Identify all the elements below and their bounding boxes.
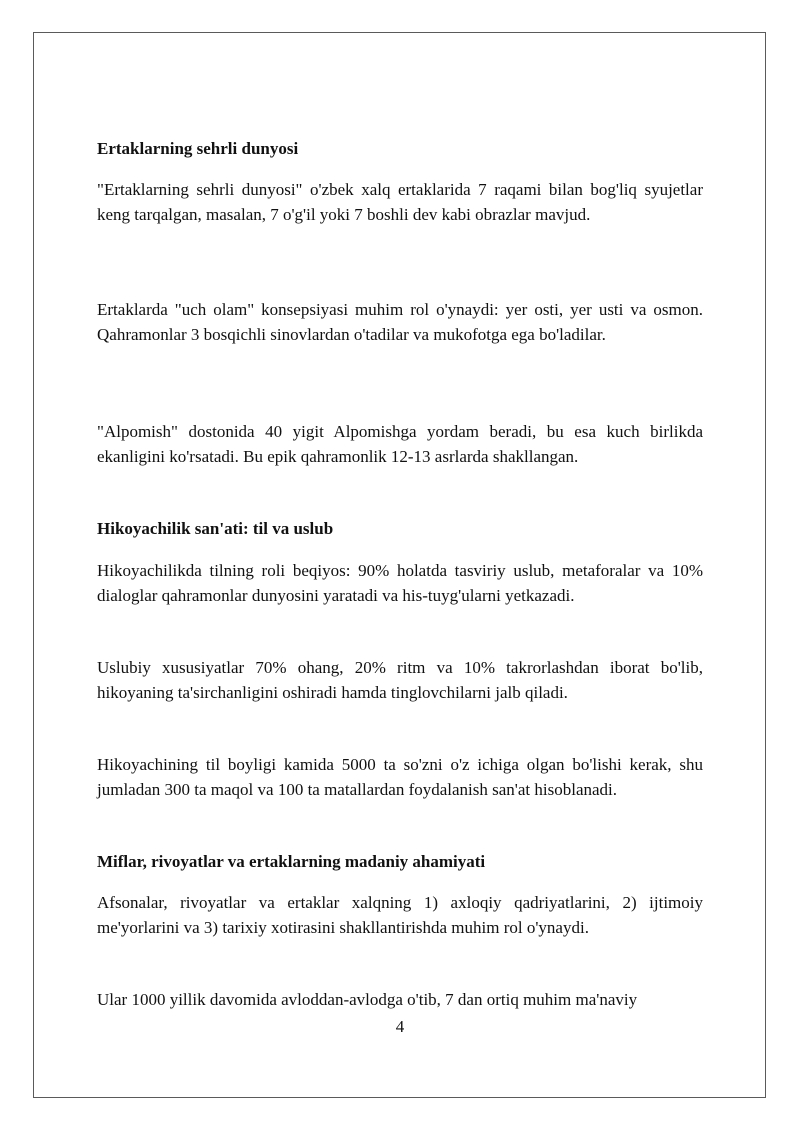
paragraph: "Ertaklarning sehrli dunyosi" o'zbek xalq ertaklarida 7 raqami bilan bog'liq syujetlar keng tarqalgan, masalan, 7 o'g'il yoki 7 boshli dev kabi obrazlar mavjud.	[97, 180, 703, 224]
paragraph: Hikoyachilikda tilning roli beqiyos: 90% holatda tasviriy uslub, metaforalar va 10% dialoglar qahramonlar dunyosini yaratadi va his-tuyg'ularni yetkazadi.	[97, 561, 703, 605]
paragraph: Uslubiy xususiyatlar 70% ohang, 20% ritm va 10% takrorlashdan iborat bo'lib, hikoyaning ta'sirchanligini oshiradi hamda tinglovchilarni jalb qiladi.	[97, 658, 703, 702]
section-heading: Ertaklarning sehrli dunyosi	[97, 139, 299, 158]
paragraph: "Alpomish" dostonida 40 yigit Alpomishga yordam beradi, bu esa kuch birlikda ekanligini ko'rsatadi. Bu epik qahramonlik 12-13 asrlarda shakllangan.	[97, 422, 703, 466]
paragraph: Ertaklarda "uch olam" konsepsiyasi muhim rol o'ynaydi: yer osti, yer usti va osmon. Qahramonlar 3 bosqichli sinovlardan o'tadilar va mukofotga ega bo'ladilar.	[97, 300, 703, 344]
paragraph: Ular 1000 yillik davomida avloddan-avlodga o'tib, 7 dan ortiq muhim ma'naviy	[97, 990, 638, 1009]
paragraph: Afsonalar, rivoyatlar va ertaklar xalqning 1) axloqiy qadriyatlarini, 2) ijtimoiy me'yorlarini va 3) tarixiy xotirasini shakllantirishda muhim rol o'ynaydi.	[97, 893, 703, 937]
section-heading: Miflar, rivoyatlar va ertaklarning madaniy ahamiyati	[97, 852, 486, 871]
page-number: 4	[395, 1017, 405, 1036]
section-heading: Hikoyachilik san'ati: til va uslub	[97, 519, 334, 538]
paragraph: Hikoyachining til boyligi kamida 5000 ta so'zni o'z ichiga olgan bo'lishi kerak, shu jumladan 300 ta maqol va 100 ta matallardan foydalanish san'at hisoblanadi.	[97, 755, 703, 799]
